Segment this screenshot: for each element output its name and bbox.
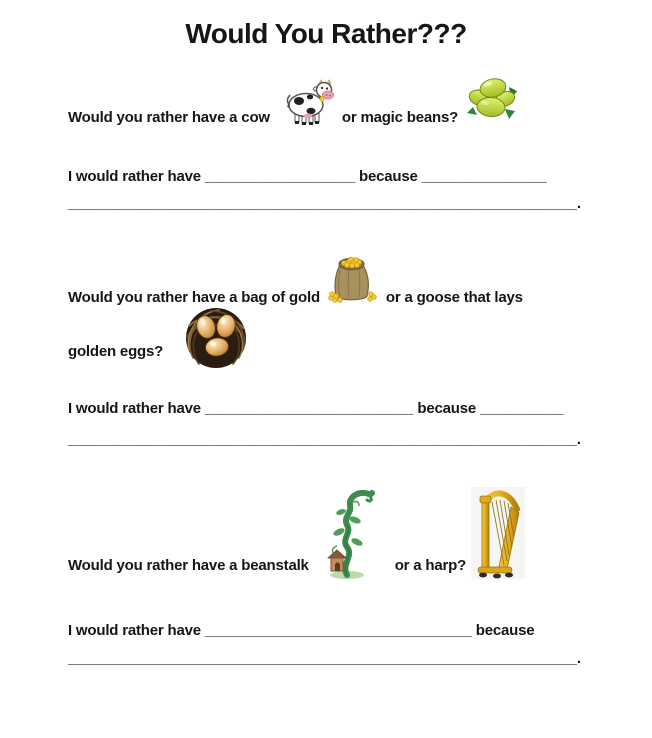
question-1-row [68, 74, 519, 128]
answer-2-period: . [576, 431, 582, 448]
question-3-text-after: or a harp? [394, 557, 467, 574]
answer-3-prefix: I would rather have [68, 622, 201, 639]
answer-1-period: . [576, 195, 582, 212]
question-2-text-after: or a goose that lays [385, 289, 523, 306]
cow-icon [283, 78, 335, 128]
answer-1-row [68, 166, 612, 188]
answer-1-blank-2[interactable]: _______________ [421, 168, 547, 185]
question-3-text: Would you rather have a beanstalk [68, 557, 309, 574]
answer-3-row [68, 620, 612, 642]
answer-2-blank-2[interactable]: __________ [480, 400, 564, 417]
answer-2-blank-3[interactable]: _____________________________________________________________ [68, 431, 577, 448]
answer-2-line-2 [68, 429, 581, 451]
page-title: Would You Rather??? [185, 18, 467, 49]
question-2-row-2 [68, 302, 247, 372]
beanstalk-icon [317, 486, 377, 580]
answer-2-connector: because [417, 400, 477, 417]
answer-3-period: . [576, 650, 582, 667]
answer-3-line-2 [68, 648, 581, 670]
answer-1-blank-1[interactable]: __________________ [204, 168, 356, 185]
answer-3-blank-2[interactable]: _____________________________________________________________ [68, 650, 577, 667]
answer-3-connector: because [475, 622, 535, 639]
bag-of-gold-icon [327, 252, 377, 308]
question-2-text-line2: golden eggs? [68, 343, 164, 360]
golden-eggs-nest-icon [185, 302, 247, 372]
harp-icon [471, 487, 525, 579]
question-2-text: Would you rather have a bag of gold [68, 289, 320, 306]
answer-1-connector: because [359, 168, 418, 185]
answer-2-blank-1[interactable]: _________________________ [204, 400, 414, 417]
answer-2-prefix: I would rather have [68, 400, 201, 417]
answer-1-line-2 [68, 193, 581, 215]
magic-beans-icon [465, 71, 519, 123]
answer-2-row [68, 398, 612, 420]
question-1-text: Would you rather have a cow [68, 109, 270, 126]
question-1-text-after: or magic beans? [341, 109, 459, 126]
answer-1-blank-3[interactable]: _____________________________________________________________ [68, 195, 577, 212]
question-3-row [68, 486, 525, 580]
answer-3-blank-1[interactable]: ________________________________ [204, 622, 472, 639]
question-2-row-1 [68, 252, 523, 308]
answer-1-prefix: I would rather have [68, 168, 201, 185]
